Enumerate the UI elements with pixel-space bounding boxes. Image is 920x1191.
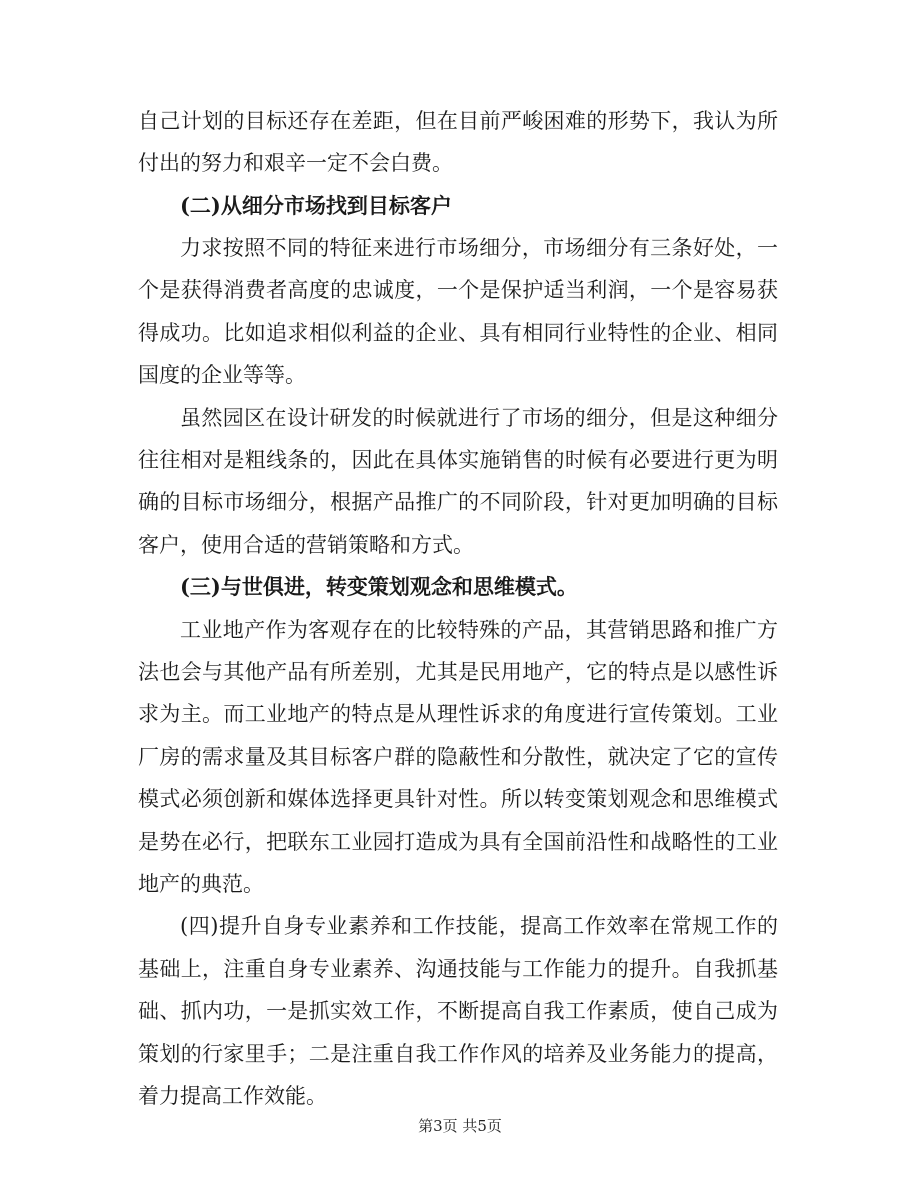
- paragraph-line: 地产的典范。: [138, 872, 264, 896]
- paragraph-line: 国度的企业等等。: [138, 363, 306, 387]
- paragraph-line: 础、抓内功，一是抓实效工作，不断提高自我工作素质，使自己成为: [138, 999, 778, 1023]
- paragraph-line: 往往相对是粗线条的，因此在具体实施销售的时候有必要进行更为明: [138, 448, 778, 472]
- paragraph-line: 个是获得消费者高度的忠诚度，一个是保护适当利润，一个是容易获: [138, 278, 778, 302]
- section-heading: (三)与世俱进，转变策划观念和思维模式。: [180, 574, 578, 599]
- paragraph-line: 自己计划的目标还存在差距，但在目前严峻困难的形势下，我认为所: [138, 109, 778, 133]
- paragraph-line: 基础上，注重自身专业素养、沟通技能与工作能力的提升。自我抓基: [138, 957, 778, 981]
- paragraph-line: 力求按照不同的特征来进行市场细分，市场细分有三条好处，一: [180, 236, 778, 260]
- paragraph-line: 工业地产作为客观存在的比较特殊的产品，其营销思路和推广方: [180, 618, 778, 642]
- paragraph-line: 确的目标市场细分，根据产品推广的不同阶段，针对更加明确的目标: [138, 490, 778, 514]
- paragraph-line: 模式必须创新和媒体选择更具针对性。所以转变策划观念和思维模式: [138, 787, 778, 811]
- paragraph-line: 客户，使用合适的营销策略和方式。: [138, 533, 474, 557]
- paragraph-line: 得成功。比如追求相似利益的企业、具有相同行业特性的企业、相同: [138, 321, 778, 345]
- paragraph-line: 厂房的需求量及其目标客户群的隐蔽性和分散性，就决定了它的宣传: [138, 745, 778, 769]
- paragraph-line: 策划的行家里手；二是注重自我工作作风的培养及业务能力的提高，: [138, 1042, 778, 1066]
- page-number: 第3页 共5页: [418, 1117, 502, 1135]
- paragraph-line: 付出的努力和艰辛一定不会白费。: [138, 151, 453, 175]
- paragraph-line: 是势在必行，把联东工业园打造成为具有全国前沿性和战略性的工业: [138, 830, 778, 854]
- section-heading: (二)从细分市场找到目标客户: [180, 193, 452, 218]
- paragraph-line: 着力提高工作效能。: [138, 1084, 327, 1108]
- paragraph-line: 法也会与其他产品有所差别，尤其是民用地产，它的特点是以感性诉: [138, 660, 778, 684]
- paragraph-line: 虽然园区在设计研发的时候就进行了市场的细分，但是这种细分: [180, 406, 778, 430]
- paragraph-line: 求为主。而工业地产的特点是从理性诉求的角度进行宣传策划。工业: [138, 702, 778, 726]
- paragraph-line: (四)提升自身专业素养和工作技能，提高工作效率在常规工作的: [180, 914, 778, 938]
